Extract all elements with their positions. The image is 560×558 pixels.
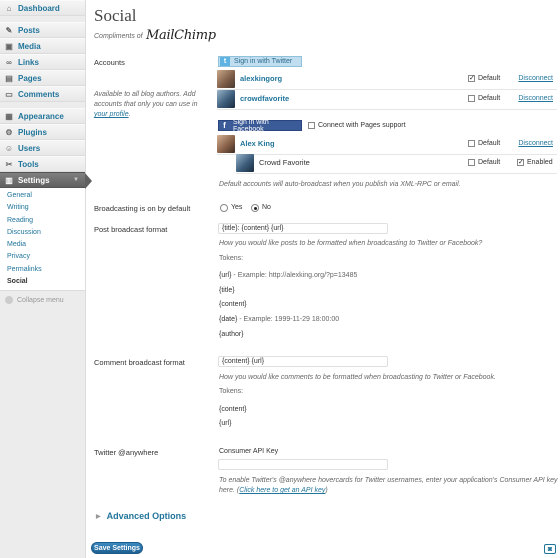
default-checkbox[interactable]: ✓ [469,75,475,82]
menu-label: Pages [18,73,42,83]
default-label: Default [478,140,501,147]
sign-in-facebook-button[interactable] [218,120,302,131]
button-label: Sign in with Facebook [232,118,269,133]
facebook-icon: f [223,121,226,130]
media-icon: ▣ [5,41,13,51]
note-text: accounts that only you can use in [94,101,198,108]
default-checkbox[interactable] [468,159,475,166]
enabled-checkbox[interactable]: ✓ [518,159,524,166]
menu-label: Users [18,143,41,153]
token: {url} [219,272,232,279]
sign-in-twitter-button[interactable] [218,56,302,67]
twitter-account-row [217,68,557,90]
submenu-discussion[interactable]: Discussion [7,228,41,236]
menu-label: Links [18,57,39,67]
consumer-key-input[interactable] [218,459,388,470]
collapse-menu-button[interactable] [0,293,85,307]
submenu-social[interactable]: Social [7,278,28,286]
consumer-key-label: Consumer API Key [219,448,279,455]
menu-posts[interactable] [0,22,85,38]
advanced-options-toggle[interactable] [96,511,186,521]
token-item [219,316,339,323]
menu-label: Media [18,41,41,51]
menu-appearance[interactable] [0,108,85,124]
menu-label: Tools [18,159,39,169]
broadcasting-label: Broadcasting is on by default [94,204,191,213]
accounts-note [94,90,212,120]
default-checkbox[interactable] [468,140,475,147]
avatar [236,154,254,172]
mailchimp-logo: MailChimp [146,28,216,43]
submenu-permalinks[interactable]: Permalinks [7,265,42,273]
links-icon: ∞ [6,57,12,67]
tokens-label: Tokens: [219,255,244,262]
post-format-label: Post broadcast format [94,225,168,234]
comment-format-label: Comment broadcast format [94,358,185,367]
default-label: Default [478,159,501,166]
menu-label: Posts [18,25,40,35]
twitter-account-row [217,88,557,110]
menu-pages[interactable] [0,70,85,86]
help-text: To enable Twitter's @anywhere hovercards for Twitter usernames, enter your application's Consumer API key [219,477,558,484]
avatar [217,70,235,88]
menu-comments[interactable] [0,86,85,102]
submenu-general[interactable]: General [7,192,32,199]
menu-label: Plugins [18,127,47,137]
account-name[interactable]: alexkingorg [240,74,283,83]
menu-label: Comments [18,89,60,99]
token: {author} [219,331,244,338]
no-label: No [262,204,271,211]
enabled-label: Enabled [527,159,553,166]
compliments-text: Compliments of [94,33,143,40]
twitter-icon: t [220,57,230,66]
collapse-label: Collapse menu [17,296,64,304]
settings-icon: ▥ [5,175,13,185]
comment-format-help: How you would like comments to be formatted when broadcasting to Twitter or Facebook. [219,374,496,381]
menu-users[interactable] [0,140,85,156]
token-example: - Example: http://alexking.org/?p=13485 [231,272,358,279]
account-name[interactable]: crowdfavorite [240,94,290,103]
menu-settings[interactable] [0,172,85,188]
token-item [219,272,357,279]
menu-media[interactable] [0,38,85,54]
broadcast-no-radio[interactable] [251,204,259,212]
token-item: {content} [219,406,247,413]
anywhere-label: Twitter @anywhere [94,448,159,457]
note-text: Available to all blog authors. Add [94,91,196,98]
menu-dashboard[interactable] [0,0,85,16]
users-icon: ☺ [4,143,14,153]
avatar [217,90,235,108]
default-checkbox[interactable] [468,95,475,102]
appearance-icon: ▦ [5,111,13,121]
submenu-media[interactable]: Media [7,241,27,249]
facebook-page-row [236,152,557,174]
token-item [219,287,235,294]
pages-icon: ▤ [5,73,13,83]
token-item [219,301,247,308]
dashboard-icon: ⌂ [6,3,12,13]
get-api-key-link[interactable]: Click here to get an API key [239,487,326,494]
anywhere-help [219,476,559,496]
disconnect-link[interactable]: Disconnect [518,75,553,82]
yes-label: Yes [231,204,243,211]
disconnect-link[interactable]: Disconnect [518,95,553,102]
default-label: Default [478,95,501,102]
comments-icon: ▭ [5,89,13,99]
submenu-privacy[interactable]: Privacy [7,253,30,261]
menu-label: Dashboard [18,3,60,13]
note-text: . [128,111,131,118]
submenu-reading[interactable]: Reading [7,216,34,224]
comment-format-input[interactable]: {content} {url} [218,356,388,367]
help-text: ) [325,487,328,494]
camera-icon[interactable]: ◙ [544,544,556,554]
menu-links[interactable] [0,54,85,70]
menu-label: Settings [18,175,50,185]
save-settings-button[interactable]: Save Settings [91,542,143,554]
accounts-label: Accounts [94,58,125,67]
main-content [94,0,560,558]
menu-plugins[interactable] [0,124,85,140]
tools-icon: ✂ [5,159,13,169]
page-name: Crowd Favorite [259,158,310,167]
token-example: - Example: 1999-11-29 18:00:00 [237,316,340,323]
triangle-right-icon: ▶ [96,513,101,520]
settings-submenu [0,188,85,291]
connect-pages-checkbox[interactable] [308,122,315,129]
avatar [217,135,235,153]
account-name[interactable]: Alex King [240,139,275,148]
plugins-icon: ⚙ [5,127,13,137]
advanced-label: Advanced Options [106,511,187,521]
collapse-icon [5,296,13,304]
disconnect-link[interactable]: Disconnect [518,140,553,147]
post-format-help: How you would like posts to be formatted when broadcasting to Twitter or Facebook? [219,240,483,247]
default-label: Default [478,75,501,82]
broadcast-yes-radio[interactable] [220,204,228,212]
page-title: Social [94,6,137,25]
token: {title} [219,287,235,294]
token-item: {url} [219,420,232,427]
admin-sidebar [0,0,86,558]
post-format-input[interactable]: {title}: {content} {url} [218,223,388,234]
token: {content} [219,301,247,308]
token: {date} [219,316,238,323]
tokens-label: Tokens: [219,388,244,395]
submenu-writing[interactable]: Writing [7,204,29,212]
token-item [219,331,244,338]
menu-tools[interactable] [0,156,85,172]
connect-pages-label: Connect with Pages support [318,122,406,129]
help-text: here. ( [219,487,240,494]
menu-label: Appearance [18,111,64,121]
posts-icon: ✎ [5,25,13,35]
chevron-down-icon[interactable]: ▼ [73,177,79,183]
default-accounts-note: Default accounts will auto-broadcast when you publish via XML-RPC or email. [219,181,461,188]
your-profile-link[interactable]: your profile [94,111,129,118]
button-label: Sign in with Twitter [234,58,293,65]
